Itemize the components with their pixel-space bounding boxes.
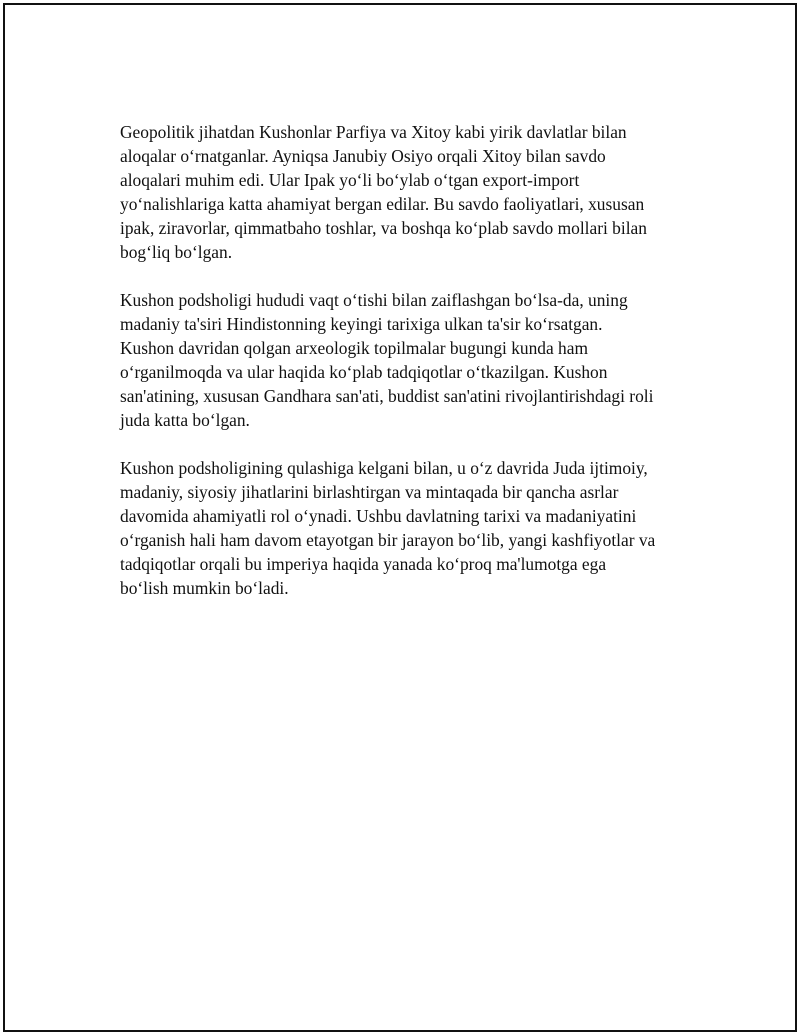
page-border: [3, 3, 797, 1032]
text-line: aloqalar o‘rnatganlar. Ayniqsa Janubiy Osiyo orqali Xitoy bilan savdo: [120, 146, 606, 166]
text-line: ipak, ziravorlar, qimmatbaho toshlar, va boshqa ko‘plab savdo mollari bilan: [120, 218, 647, 238]
text-line: san'atining, xususan Gandhara san'ati, buddist san'atini rivojlantirishdagi roli: [120, 386, 654, 406]
text-line: juda katta bo‘lgan.: [120, 410, 250, 430]
paragraph-1: [120, 120, 700, 264]
text-line: davomida ahamiyatli rol o‘ynadi. Ushbu davlatning tarixi va madaniyatini: [120, 506, 637, 526]
text-line: tadqiqotlar orqali bu imperiya haqida yanada ko‘proq ma'lumotga ega: [120, 554, 607, 574]
text-line: bo‘lish mumkin bo‘ladi.: [120, 578, 289, 598]
paragraph-3: [120, 456, 700, 600]
text-line: bog‘liq bo‘lgan.: [120, 242, 233, 262]
text-line: o‘rganilmoqda va ular haqida ko‘plab tadqiqotlar o‘tkazilgan. Kushon: [120, 362, 608, 382]
document-body: [120, 120, 700, 624]
text-line: yo‘nalishlariga katta ahamiyat bergan edilar. Bu savdo faoliyatlari, xususan: [120, 194, 645, 214]
text-line: Kushon podsholigi hududi vaqt o‘tishi bilan zaiflashgan bo‘lsa-da, uning: [120, 290, 628, 310]
text-line: Kushon davridan qolgan arxeologik topilmalar bugungi kunda ham: [120, 338, 589, 358]
text-line: madaniy ta'siri Hindistonning keyingi tarixiga ulkan ta'sir ko‘rsatgan.: [120, 314, 603, 334]
text-line: madaniy, siyosiy jihatlarini birlashtirgan va mintaqada bir qancha asrlar: [120, 482, 619, 502]
text-line: o‘rganish hali ham davom etayotgan bir jarayon bo‘lib, yangi kashfiyotlar va: [120, 530, 656, 550]
text-line: Geopolitik jihatdan Kushonlar Parfiya va Xitoy kabi yirik davlatlar bilan: [120, 122, 627, 142]
text-line: aloqalari muhim edi. Ular Ipak yo‘li bo‘ylab o‘tgan export-import: [120, 170, 580, 190]
paragraph-2: [120, 288, 700, 432]
text-line: Kushon podsholigining qulashiga kelgani bilan, u o‘z davrida Juda ijtimoiy,: [120, 458, 648, 478]
